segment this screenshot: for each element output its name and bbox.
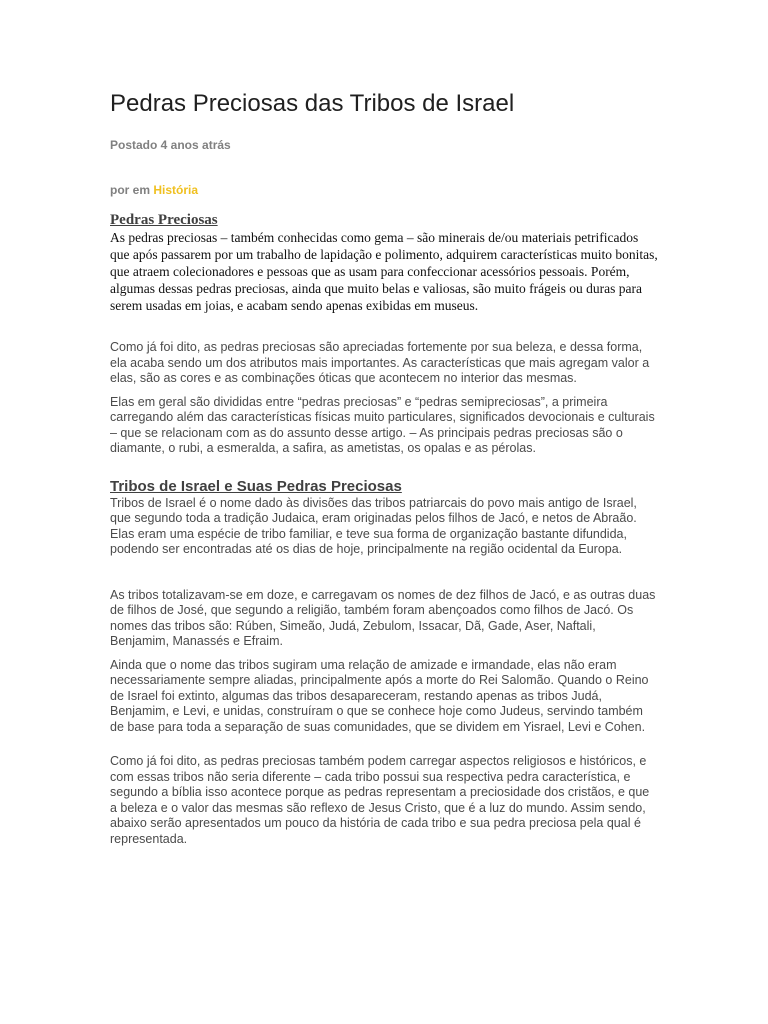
post-date: Postado 4 anos atrás (110, 138, 231, 152)
paragraph-intro: As pedras preciosas – também conhecidas como gema – são minerais de/ou materiais petrificados que após passarem por um trabalho de lapidação e polimento, adquirem características muito bonitas, que atraem colecionadores e pessoas que as usam para confeccionar acessórios pessoais. Porém, algumas dessas pedras preciosas, ainda que muito belas e valiosas, são muito frágeis ou duras para serem usadas em joias, e acabam sendo apenas exibidas em museus. (110, 230, 658, 313)
article (110, 88, 658, 847)
article-title: Pedras Preciosas das Tribos de Israel (110, 90, 515, 117)
paragraph-divisao: Elas em geral são divididas entre “pedras preciosas” e “pedras semipreciosas”, a primeira carregando além das características físicas muito particulares, significados devocionais e culturais – que se relacionam com as do assunto desse artigo. – As principais pedras preciosas são o diamante, o rubi, a esmeralda, a safira, as ametistas, os opalas e as pérolas. (110, 394, 655, 455)
paragraph-doze-tribos: As tribos totalizavam-se em doze, e carregavam os nomes de dez filhos de Jacó, e as outras duas de filhos de José, que segundo a religião, também foram abençoados como filhos de Jacó. Os nomes das tribos são: Rúben, Simeão, Judá, Zebulom, Issacar, Dã, Gade, Aser, Naftali, Benjamim, Manassés e Efraim. (110, 587, 656, 648)
section-heading-pedras-preciosas: Pedras Preciosas (110, 212, 218, 228)
paragraph-tribos: Tribos de Israel é o nome dado às divisões das tribos patriarcais do povo mais antigo de Israel, que segundo toda a tradição Judaica, eram originadas pelos filhos de Jacó, e netos de Abraão. Elas eram uma espécie de tribo familiar, e teve sua forma de organização bastante difundida, podendo ser encontradas até os dias de hoje, principalmente na região ocidental da Europa. (110, 495, 637, 556)
category-link[interactable]: História (153, 183, 199, 197)
paragraph-beleza: Como já foi dito, as pedras preciosas são apreciadas fortemente por sua beleza, e dessa forma, ela acaba sendo um dos atributos mais importantes. As características que mais agregam valor a elas, são as cores e as combinações óticas que acontecem no interior das mesmas. (110, 340, 650, 385)
paragraph-aliadas: Ainda que o nome das tribos sugiram uma relação de amizade e irmandade, elas não eram necessariamente sempre aliadas, principalmente após a morte do Rei Salomão. Quando o Reino de Israel foi extinto, algumas das tribos desapareceram, restando apenas as tribos Judá, Benjamim, e Levi, e unidas, construíram o que se conhece hoje como Judeus, servindo também de base para toda a separação de suas comunidades, que se dividem em Yisrael, Levi e Cohen. (110, 657, 649, 734)
section-heading-tribos: Tribos de Israel e Suas Pedras Preciosas (110, 477, 402, 495)
paragraph-aspectos: Como já foi dito, as pedras preciosas também podem carregar aspectos religiosos e históricos, e com essas tribos não seria diferente – cada tribo possui sua respectiva pedra característica, e segundo a bíblia isso acontece porque as pedras representam a preciosidade dos cristãos, e que a beleza e o valor das mesmas são reflexo de Jesus Cristo, que é a luz do mundo. Assim sendo, abaixo serão apresentados um pouco da história de cada tribo e sua pedra preciosa pela qual é representada. (110, 754, 650, 846)
byline (110, 182, 658, 198)
byline-prefix: por em (110, 183, 154, 197)
